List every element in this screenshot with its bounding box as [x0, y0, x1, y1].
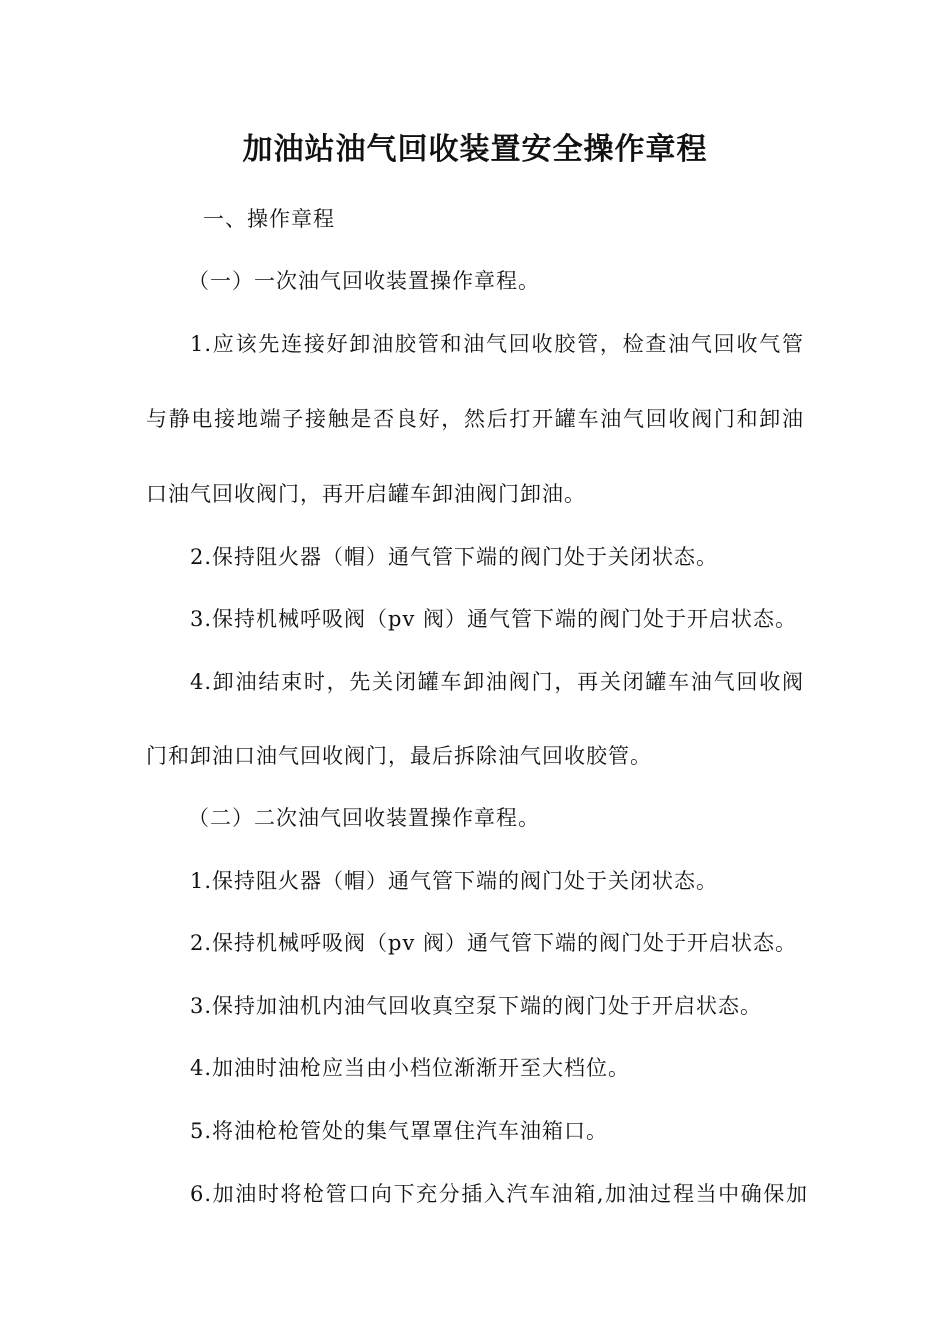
paragraph-line: 3.保持加油机内油气回收真空泵下端的阀门处于开启状态。: [190, 994, 763, 1018]
paragraph-line: 1.保持阻火器（帽）通气管下端的阀门处于关闭状态。: [190, 869, 719, 893]
paragraph-line: 门和卸油口油气回收阀门，最后拆除油气回收胶管。: [146, 744, 652, 768]
paragraph-line: 2.保持阻火器（帽）通气管下端的阀门处于关闭状态。: [190, 545, 719, 569]
document-title: 加油站油气回收装置安全操作章程: [242, 132, 708, 167]
paragraph-line: 1.应该先连接好卸油胶管和油气回收胶管，检查油气回收气管: [190, 332, 804, 356]
paragraph-line: 4.卸油结束时，先关闭罐车卸油阀门，再关闭罐车油气回收阀: [190, 670, 804, 694]
subsection-heading: （二）二次油气回收装置操作章程。: [188, 806, 540, 830]
paragraph-line: 3.保持机械呼吸阀（pv 阀）通气管下端的阀门处于开启状态。: [190, 607, 798, 631]
subsection-heading: （一）一次油气回收装置操作章程。: [188, 269, 540, 293]
paragraph-line: 与静电接地端子接触是否良好，然后打开罐车油气回收阀门和卸油: [146, 407, 804, 431]
paragraph-line: 2.保持机械呼吸阀（pv 阀）通气管下端的阀门处于开启状态。: [190, 931, 798, 955]
paragraph-line: 6.加油时将枪管口向下充分插入汽车油箱,加油过程当中确保加: [190, 1182, 808, 1206]
paragraph-line: 5.将油枪枪管处的集气罩罩住汽车油箱口。: [190, 1119, 609, 1143]
section-heading: 一、操作章程: [203, 207, 335, 231]
paragraph-line: 口油气回收阀门，再开启罐车卸油阀门卸油。: [146, 482, 586, 506]
paragraph-line: 4.加油时油枪应当由小档位渐渐开至大档位。: [190, 1056, 631, 1080]
